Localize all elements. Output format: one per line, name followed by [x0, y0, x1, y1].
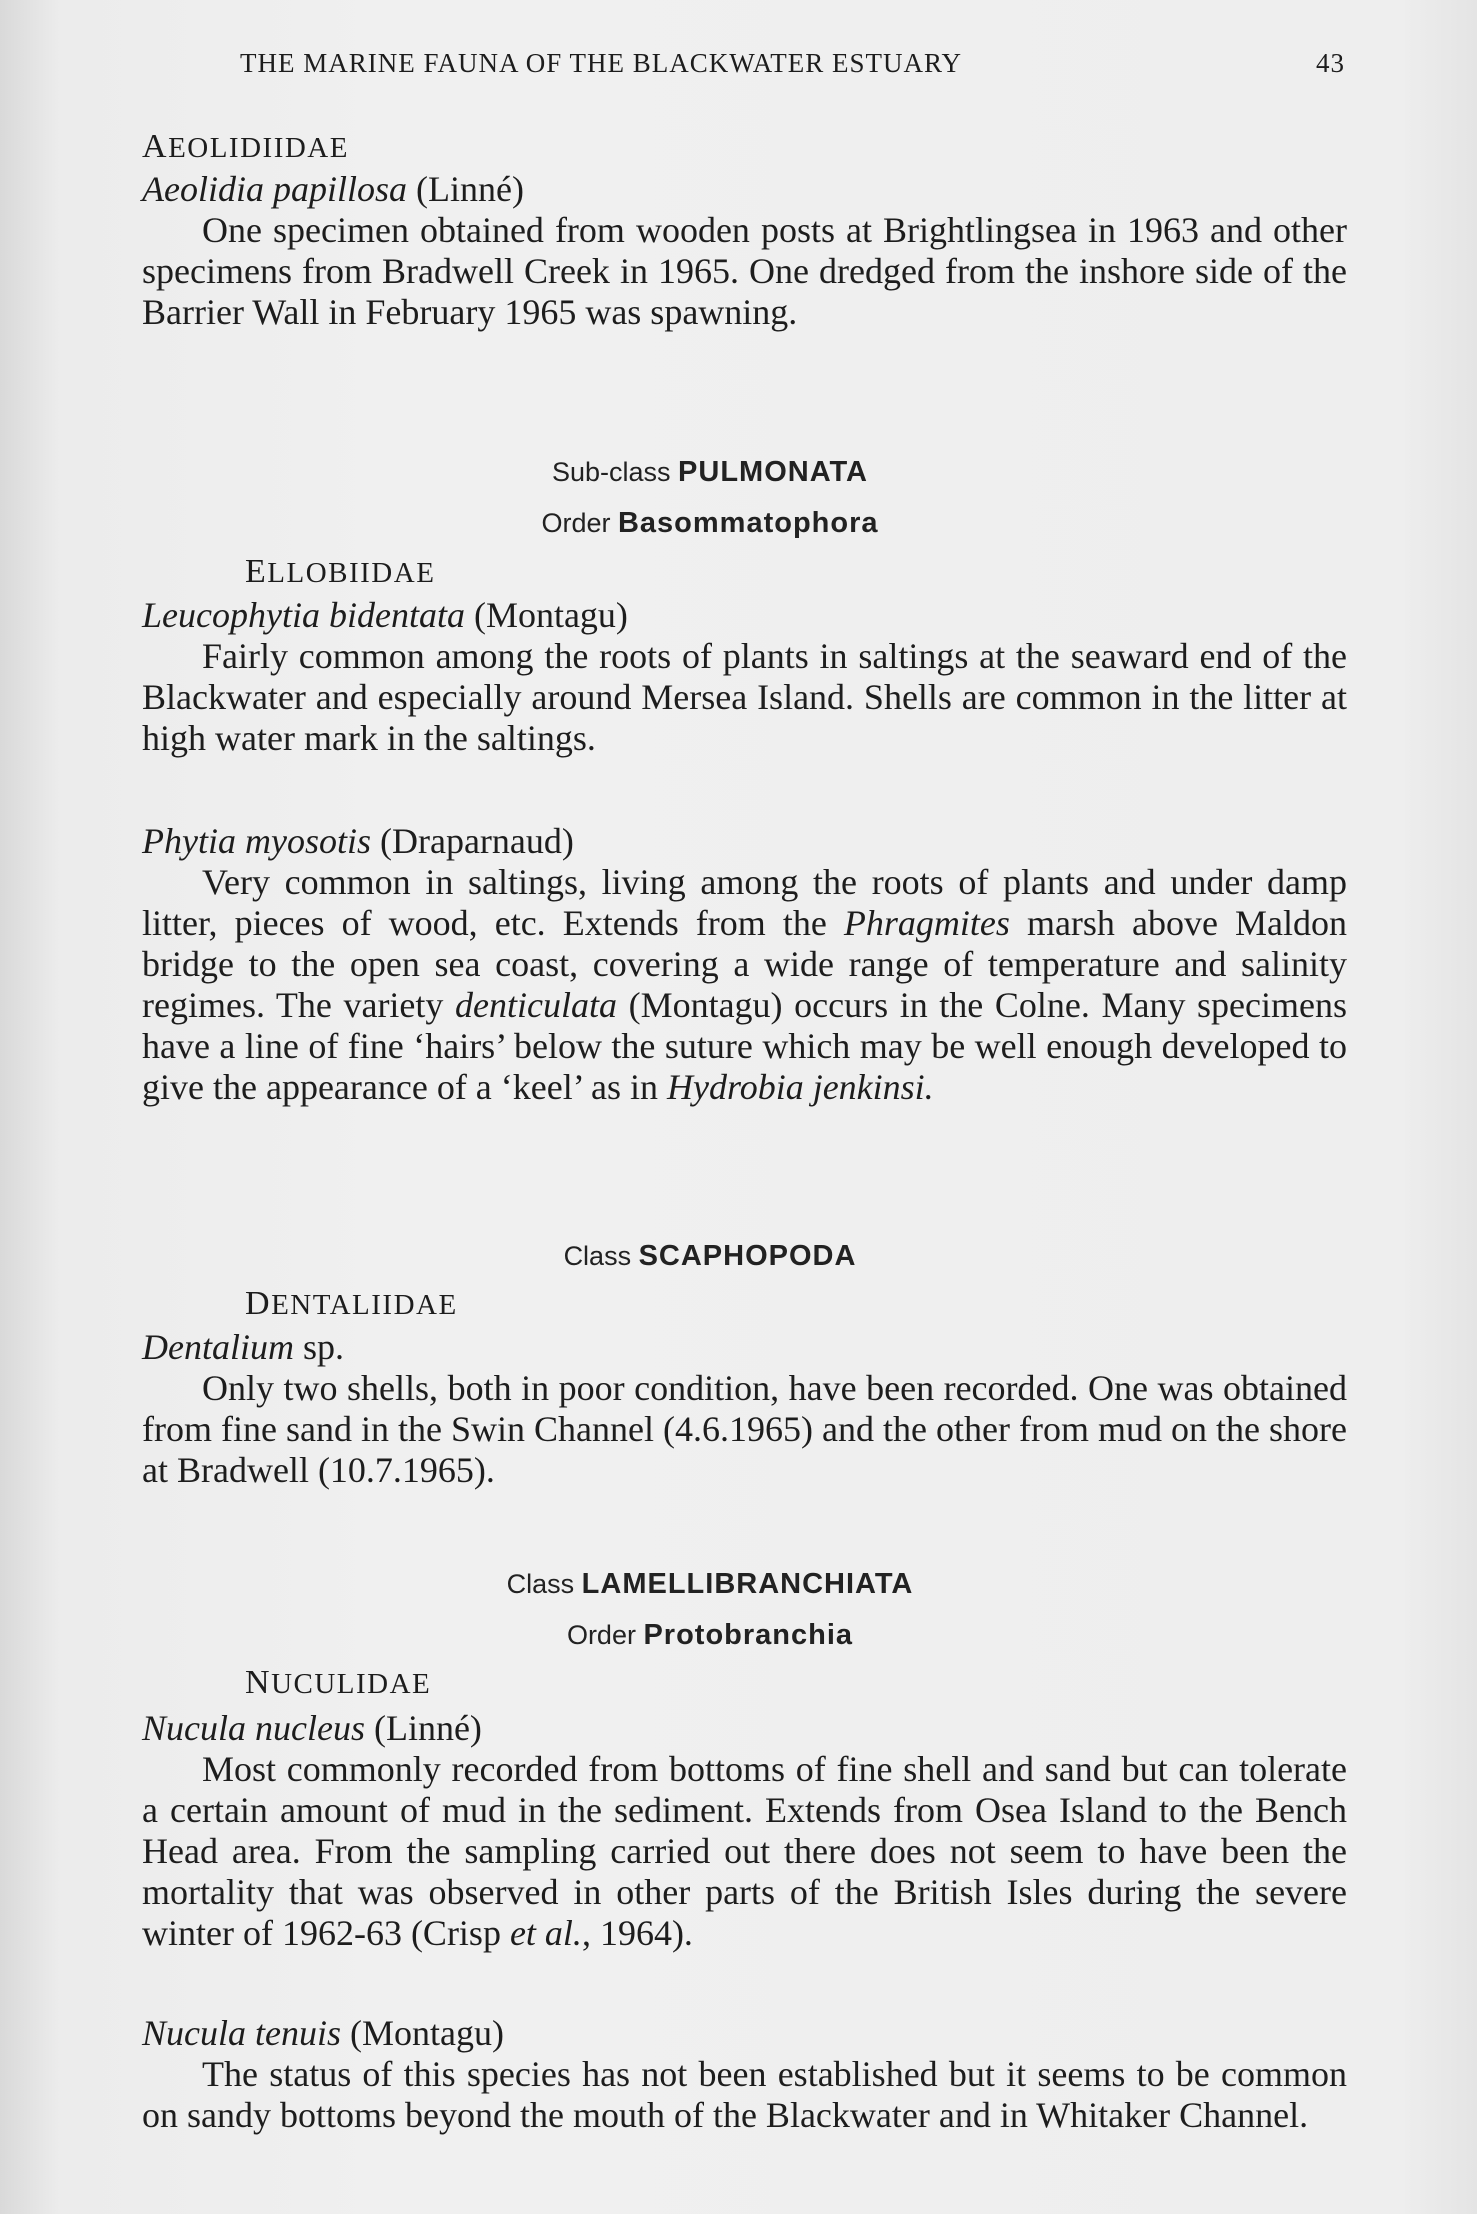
subclass-heading-pulmonata: Sub-class PULMONATA: [551, 456, 868, 488]
page-number: 43: [1316, 48, 1345, 78]
species-name-nucula-tenuis: Nucula tenuis (Montagu): [142, 2013, 504, 2053]
species-name-nucula-nucleus: Nucula nucleus (Linné): [142, 1708, 482, 1748]
species-description-aeolidia-papillosa: One specimen obtained from wooden posts at Brightlingsea in 1963 and other specimens from Bradwell Creek in 1965. One dredged from the inshore side of the Barrier Wall in February 1965 was spawning.: [142, 210, 1347, 332]
family-heading-ellobiidae: ELLOBIIDAE: [245, 553, 436, 590]
family-heading-aeolidiidae: AEOLIDIIDAE: [142, 128, 349, 165]
running-title: THE MARINE FAUNA OF THE BLACKWATER ESTUARY: [240, 48, 963, 78]
species-description-nucula-tenuis: The status of this species has not been established but it seems to be common on sandy bottoms beyond the mouth of the Blackwater and in Whitaker Channel.: [142, 2054, 1347, 2135]
species-name-dentalium: Dentalium sp.: [142, 1327, 344, 1367]
species-name-aeolidia-papillosa: Aeolidia papillosa (Linné): [142, 169, 524, 209]
species-description-nucula-nucleus: Most commonly recorded from bottoms of fine shell and sand but can tolerate a certain amount of mud in the sediment. Extends from Osea Island to the Bench Head area. From the sampling carried out there does not seem to have been the mortality that was observed in other parts of the British Isles during the severe winter of 1962-63 (Crisp et al., 1964).: [142, 1749, 1347, 1953]
order-heading-basommatophora: Order Basommatophora: [541, 507, 879, 539]
running-head: [240, 48, 1345, 79]
species-name-leucophytia-bidentata: Leucophytia bidentata (Montagu): [142, 595, 628, 635]
species-description-leucophytia-bidentata: Fairly common among the roots of plants in saltings at the seaward end of the Blackwater and especially around Mersea Island. Shells are common in the litter at high water mark in the saltings.: [142, 636, 1347, 758]
family-heading-nuculidae: NUCULIDAE: [245, 1664, 432, 1701]
family-heading-dentaliidae: DENTALIIDAE: [245, 1285, 458, 1322]
species-name-phytia-myosotis: Phytia myosotis (Draparnaud): [142, 821, 574, 861]
order-heading-protobranchia: Order Protobranchia: [566, 1619, 854, 1651]
class-heading-lamellibranchiata: Class LAMELLIBRANCHIATA: [506, 1568, 914, 1600]
species-description-phytia-myosotis: Very common in saltings, living among the roots of plants and under damp litter, pieces of wood, etc. Extends from the Phragmites marsh above Maldon bridge to the open sea coast, covering a wide range of temperature and salinity regimes. The variety denticulata (Montagu) occurs in the Colne. Many specimens have a line of fine ‘hairs’ below the suture which may be well enough developed to give the appearance of a ‘keel’ as in Hydrobia jenkinsi.: [142, 862, 1347, 1107]
species-description-dentalium: Only two shells, both in poor condition, have been recorded. One was obtained from fine sand in the Swin Channel (4.6.1965) and the other from mud on the shore at Bradwell (10.7.1965).: [142, 1368, 1347, 1490]
class-heading-scaphopoda: Class SCAPHOPODA: [563, 1240, 857, 1272]
